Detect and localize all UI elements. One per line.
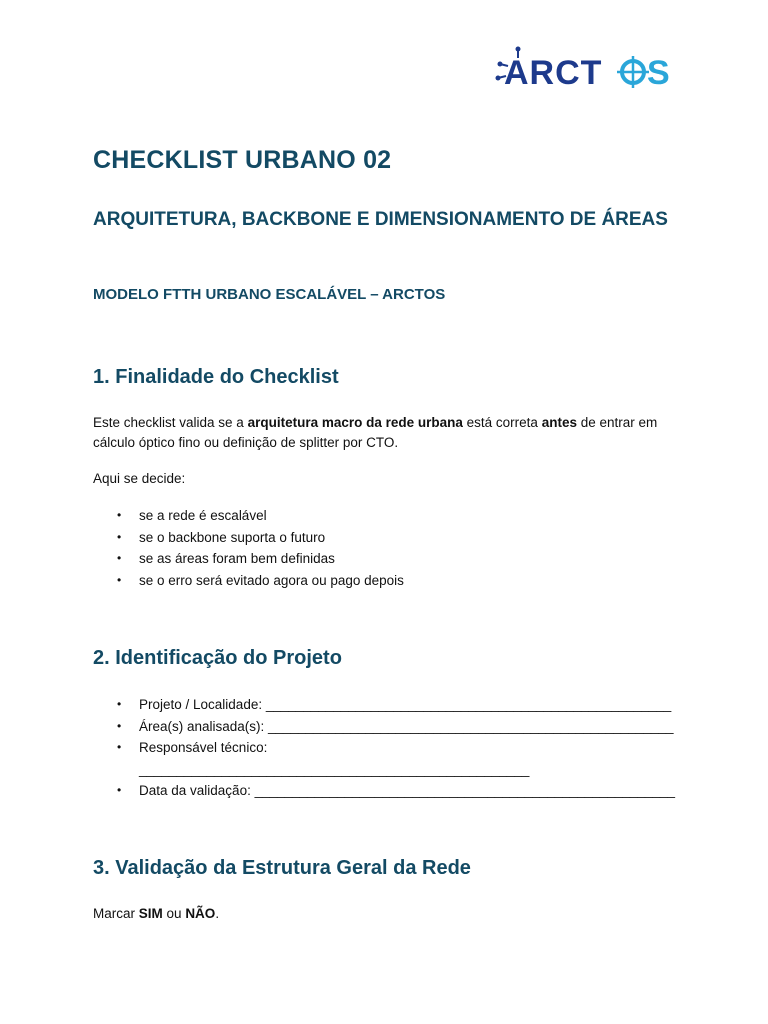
section-2-heading: 2. Identificação do Projeto bbox=[93, 647, 342, 669]
list-item: • se o erro será evitado agora ou pago depois bbox=[117, 572, 404, 588]
model-label: MODELO FTTH URBANO ESCALÁVEL – ARCTOS bbox=[93, 286, 446, 303]
document-subtitle: ARQUITETURA, BACKBONE E DIMENSIONAMENTO DE ÁREAS bbox=[93, 209, 668, 230]
section-1-bullet-list bbox=[93, 505, 404, 591]
section-2-field-list bbox=[93, 694, 675, 802]
section-1-lead: Aqui se decide: bbox=[93, 471, 186, 486]
document-title: CHECKLIST URBANO 02 bbox=[93, 146, 392, 174]
list-item: • se o backbone suporta o futuro bbox=[117, 529, 326, 545]
list-item: • se a rede é escalável bbox=[117, 508, 267, 523]
arctos-logo bbox=[494, 44, 678, 90]
field-validation-date: • Data da validação: ________________________________________________________ bbox=[117, 783, 676, 798]
field-technical-responsible-line: ____________________________________________________ bbox=[139, 761, 530, 777]
svg-text:ARCT: ARCT bbox=[504, 54, 603, 90]
section-1-heading: 1. Finalidade do Checklist bbox=[93, 366, 339, 388]
list-item: • se as áreas foram bem definidas bbox=[117, 551, 335, 566]
field-technical-responsible: • Responsável técnico: ____________________________________________________ bbox=[117, 740, 530, 777]
field-areas-analyzed: • Área(s) analisada(s): ______________________________________________________ bbox=[117, 718, 674, 734]
section-3-instruction: Marcar SIM ou NÃO. bbox=[93, 906, 220, 921]
svg-text:S: S bbox=[647, 54, 670, 90]
section-3-heading: 3. Validação da Estrutura Geral da Rede bbox=[93, 857, 471, 879]
section-1-intro: Este checklist valida se a arquitetura macro da rede urbana está correta antes de entrar em cálculo óptico fino ou definição de splitter por CTO. bbox=[93, 415, 658, 450]
field-project-location: • Projeto / Localidade: ______________________________________________________ bbox=[117, 697, 672, 712]
